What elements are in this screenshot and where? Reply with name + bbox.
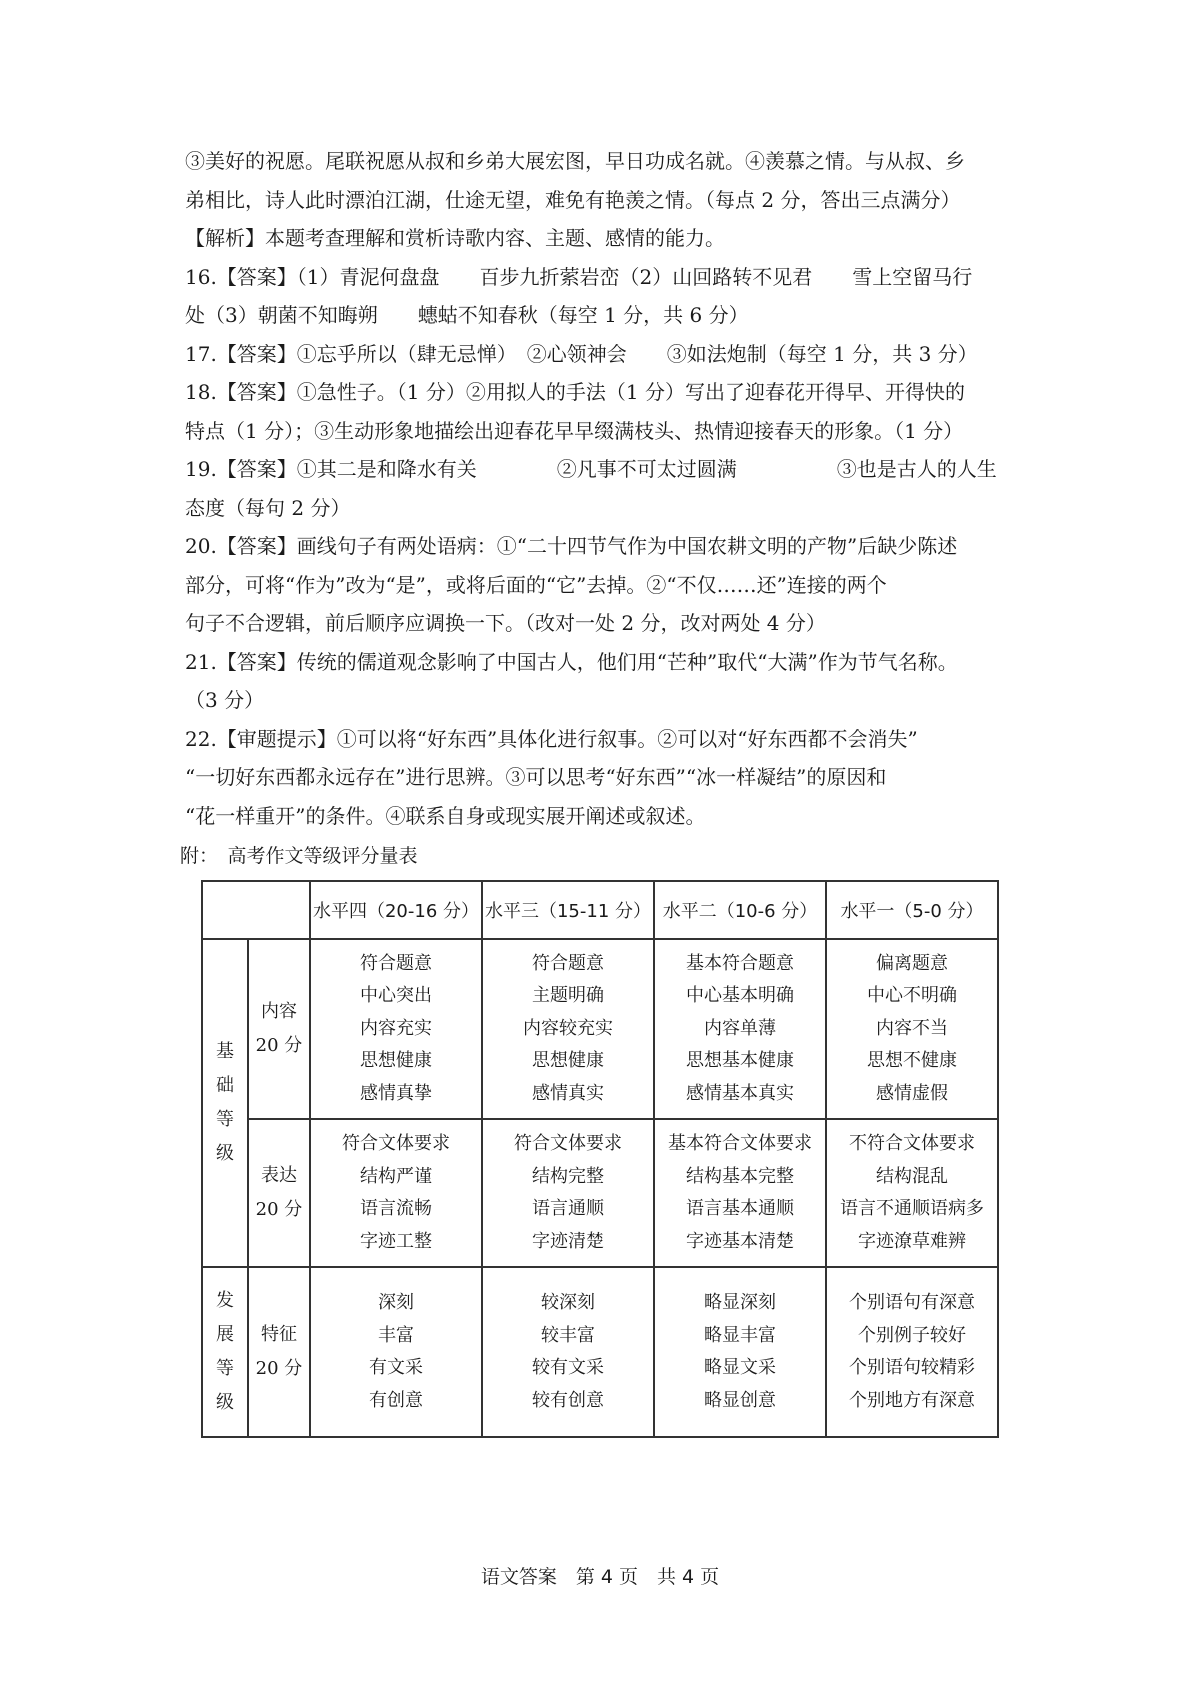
answer-line: 16.【答案】（1）青泥何盘盘 百步九折萦岩峦（2）山回路转不见君 雪上空留马行 <box>185 264 973 289</box>
answer-line: 17.【答案】①忘乎所以（肆无忌惮） ②心领神会 ③如法炮制（每空 1 分，共 3 分） <box>185 341 978 366</box>
answer-line: ③美好的祝愿。尾联祝愿从叔和乡弟大展宏图，早日功成名就。④羡慕之情。与从叔、乡 <box>185 149 965 173</box>
table-row <box>202 1267 998 1437</box>
rubric-cell: 不符合文体要求 结构混乱 语言不通顺语病多 字迹潦草难辨 <box>826 1119 998 1267</box>
rubric-cell: 符合文体要求 结构完整 语言通顺 字迹清楚 <box>482 1119 654 1267</box>
category-basic-level: 基 础 等 级 <box>202 939 248 1267</box>
answer-line: 特点（1 分）；③生动形象地描绘出迎春花早早缀满枝头、热情迎接春天的形象。（1 分） <box>185 418 964 443</box>
table-caption: 附： 高考作文等级评分量表 <box>180 845 418 867</box>
answer-line: 弟相比，诗人此时漂泊江湖，仕途无望，难免有艳羡之情。（每点 2 分，答出三点满分） <box>185 187 961 212</box>
table-row <box>202 1119 998 1267</box>
answer-line: 22.【审题提示】①可以将“好东西”具体化进行叙事。②可以对“好东西都不会消失” <box>185 726 918 751</box>
rubric-cell: 符合题意 中心突出 内容充实 思想健康 感情真挚 <box>310 939 482 1119</box>
header-level-1: 水平一（5-0 分） <box>826 881 998 939</box>
answer-line: 【解析】本题考查理解和赏析诗歌内容、主题、感情的能力。 <box>185 226 725 250</box>
subcategory-content: 内容 20 分 <box>248 939 310 1119</box>
rubric-cell: 符合文体要求 结构严谨 语言流畅 字迹工整 <box>310 1119 482 1267</box>
rubric-cell: 基本符合文体要求 结构基本完整 语言基本通顺 字迹基本清楚 <box>654 1119 826 1267</box>
header-level-3: 水平三（15-11 分） <box>482 881 654 939</box>
answer-section <box>185 142 1055 835</box>
rubric-cell: 基本符合题意 中心基本明确 内容单薄 思想基本健康 感情基本真实 <box>654 939 826 1119</box>
header-level-2: 水平二（10-6 分） <box>654 881 826 939</box>
answer-line: 处（3）朝菌不知晦朔 蟪蛄不知春秋（每空 1 分，共 6 分） <box>185 303 749 327</box>
header-level-4: 水平四（20-16 分） <box>310 881 482 939</box>
rubric-cell: 深刻 丰富 有文采 有创意 <box>310 1267 482 1437</box>
rubric-cell: 个别语句有深意 个别例子较好 个别语句较精彩 个别地方有深意 <box>826 1267 998 1437</box>
answer-line: “花一样重开”的条件。④联系自身或现实展开阐述或叙述。 <box>185 803 706 828</box>
rubric-cell: 较深刻 较丰富 较有文采 较有创意 <box>482 1267 654 1437</box>
answer-line: 19.【答案】①其二是和降水有关 ②凡事不可太过圆满 ③也是古人的人生 <box>185 457 997 481</box>
rubric-cell: 符合题意 主题明确 内容较充实 思想健康 感情真实 <box>482 939 654 1119</box>
table-row <box>202 939 998 1119</box>
answer-line: 部分，可将“作为”改为“是”，或将后面的“它”去掉。②“不仅……还”连接的两个 <box>185 572 887 597</box>
category-development-level: 发 展 等 级 <box>202 1267 248 1437</box>
rubric-cell: 略显深刻 略显丰富 略显文采 略显创意 <box>654 1267 826 1437</box>
answer-line: 21.【答案】传统的儒道观念影响了中国古人，他们用“芒种”取代“大满”作为节气名称。 <box>185 649 958 674</box>
answer-line: 句子不合逻辑，前后顺序应调换一下。（改对一处 2 分，改对两处 4 分） <box>185 611 826 635</box>
subcategory-expression: 表达 20 分 <box>248 1119 310 1267</box>
answer-line: “一切好东西都永远存在”进行思辨。③可以思考“好东西”“冰一样凝结”的原因和 <box>185 765 887 789</box>
answer-line: （3 分） <box>185 688 265 712</box>
answer-line: 20.【答案】画线句子有两处语病：①“二十四节气作为中国农耕文明的产物”后缺少陈述 <box>185 534 958 558</box>
subcategory-features: 特征 20 分 <box>248 1267 310 1437</box>
answer-line: 态度（每句 2 分） <box>185 495 351 520</box>
corner-cell <box>202 881 310 939</box>
answer-line: 18.【答案】①急性子。（1 分）②用拟人的手法（1 分）写出了迎春花开得早、开得快的 <box>185 380 965 404</box>
header-row <box>202 881 998 939</box>
page-footer: 语文答案 第 4 页 共 4 页 <box>480 1566 720 1588</box>
scoring-rubric-table <box>201 880 999 1438</box>
rubric-cell: 偏离题意 中心不明确 内容不当 思想不健康 感情虚假 <box>826 939 998 1119</box>
